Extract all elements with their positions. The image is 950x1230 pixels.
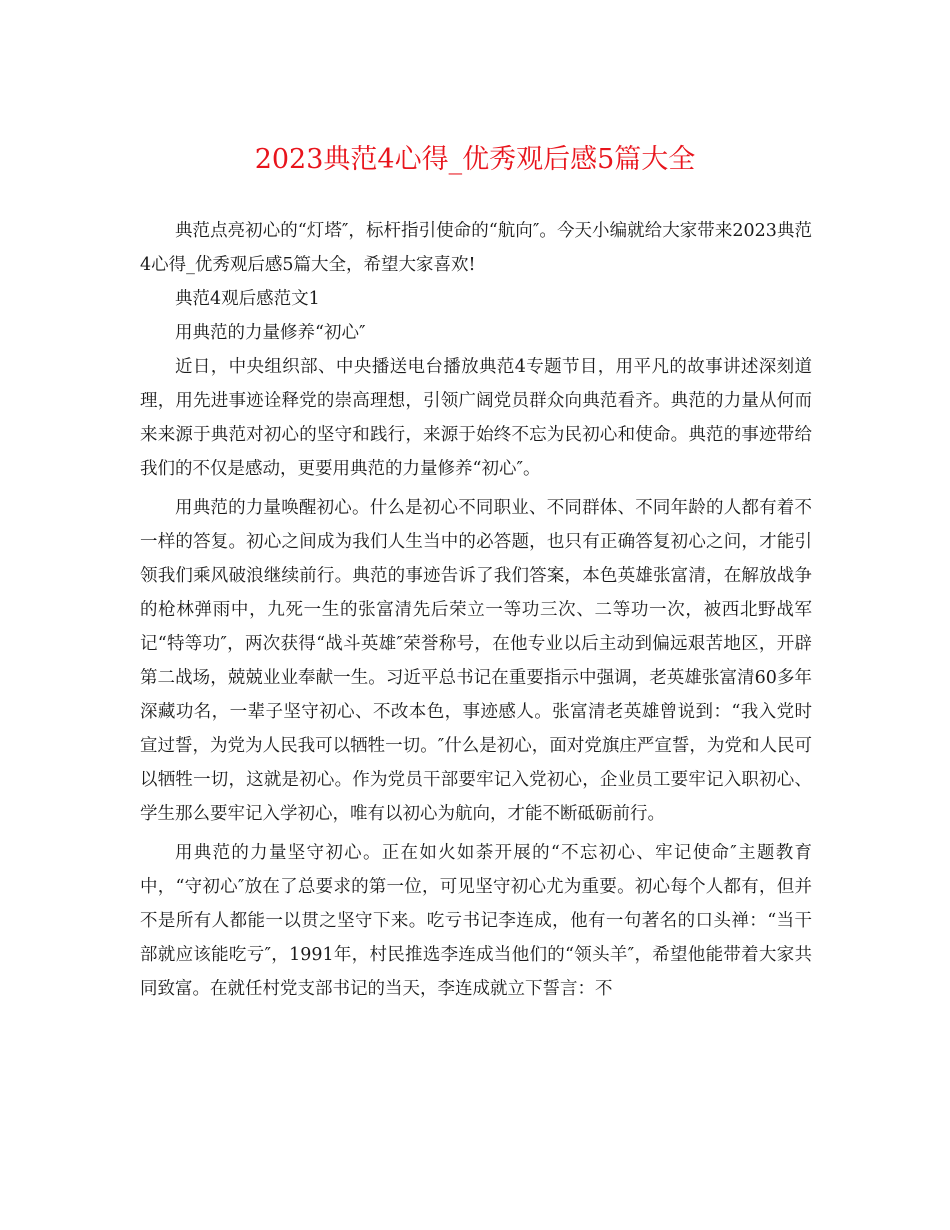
paragraph-section-heading: 典范4观后感范文1 [175,289,320,309]
document-body [140,214,812,1006]
paragraph-intro: 典范点亮初心的“灯塔″，标杆指引使命的“航向″。今天小编就给大家带来2023典范4心得_优秀观后感5篇大全，希望大家喜欢! [140,221,812,275]
document-title: 2023典范4心得_优秀观后感5篇大全 [254,144,696,175]
paragraph-body-2: 用典范的力量唤醒初心。什么是初心不同职业、不同群体、不同年龄的人都有着不一样的答复。初心之间成为我们人生当中的必答题，也只有正确答复初心之问，才能引领我们乘风破浪继续前行。典范的事迹告诉了我们答案，本色英雄张富清，在解放战争的枪林弹雨中，九死一生的张富清先后荣立一等功三次、二等功一次，被西北野战军记“特等功″，两次获得“战斗英雄″荣誉称号，在他专业以后主动到偏远艰苦地区，开辟第二战场，兢兢业业奉献一生。习近平总书记在重要指示中强调，老英雄张富清60多年深藏功名，一辈子坚守初心、不改本色，事迹感人。张富清老英雄曾说到：“我入党时宣过誓，为党为人民我可以牺牲一切。″什么是初心，面对党旗庄严宣誓，为党和人民可以牺牲一切，这就是初心。作为党员干部要牢记入党初心，企业员工要牢记入职初心、学生那么要牢记入学初心，唯有以初心为航向，才能不断砥砺前行。 [140,498,812,824]
paragraph-body-3: 用典范的力量坚守初心。正在如火如荼开展的“不忘初心、牢记使命″主题教育中，“守初心″放在了总要求的第一位，可见坚守初心尤为重要。初心每个人都有，但并不是所有人都能一以贯之坚守下来。吃亏书记李连成，他有一句著名的口头禅：“当干部就应该能吃亏″，1991年，村民推选李连成当他们的“领头羊″，希望他能带着大家共同致富。在就任村党支部书记的当天，李连成就立下誓言：不 [140,843,812,999]
paragraph-body-1: 近日，中央组织部、中央播送电台播放典范4专题节目，用平凡的故事讲述深刻道理，用先进事迹诠释党的崇高理想，引领广阔党员群众向典范看齐。典范的力量从何而来来源于典范对初心的坚守和践行，来源于始终不忘为民初心和使命。典范的事迹带给我们的不仅是感动，更要用典范的力量修养“初心″。 [140,357,812,479]
paragraph-subtitle: 用典范的力量修养“初心″ [175,323,366,343]
